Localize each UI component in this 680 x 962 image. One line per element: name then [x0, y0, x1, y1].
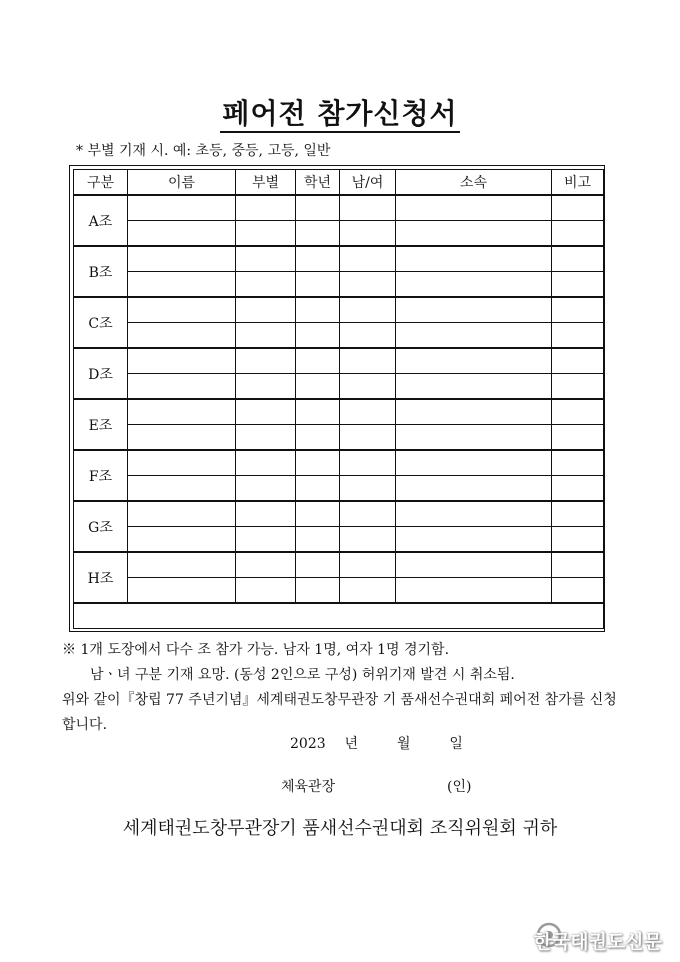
gender-cell[interactable] [340, 246, 396, 272]
table-row [74, 399, 604, 425]
division-cell[interactable] [236, 578, 296, 604]
division-cell[interactable] [236, 501, 296, 527]
affiliation-cell[interactable] [396, 272, 552, 298]
affiliation-cell[interactable] [396, 450, 552, 476]
header-remarks: 비고 [552, 170, 604, 196]
name-cell[interactable] [128, 221, 236, 247]
date-year-label: 년 [344, 736, 359, 752]
note-line-2: 남ㆍ녀 구분 기재 요망. (동성 2인으로 구성) 허위기재 발견 시 취소됨. [90, 667, 515, 683]
note-line-3: 위와 같이『창립 77 주년기념』세계태권도창무관장 기 품새선수권대회 페어전 참가를 신청합니다. [62, 692, 617, 733]
table-row [74, 297, 604, 323]
gender-cell[interactable] [340, 323, 396, 349]
affiliation-cell[interactable] [396, 425, 552, 451]
grade-cell[interactable] [296, 195, 340, 221]
affiliation-cell[interactable] [396, 476, 552, 502]
remarks-cell[interactable] [552, 450, 604, 476]
division-note: * 부별 기재 시. 예: 초등, 중등, 고등, 일반 [76, 143, 331, 159]
division-cell[interactable] [236, 246, 296, 272]
group-label-a: A조 [74, 195, 128, 246]
remarks-cell[interactable] [552, 221, 604, 247]
table-row [74, 348, 604, 374]
gender-cell[interactable] [340, 272, 396, 298]
division-cell[interactable] [236, 476, 296, 502]
remarks-cell[interactable] [552, 246, 604, 272]
application-table [73, 169, 604, 629]
group-label-d: D조 [74, 348, 128, 399]
name-cell[interactable] [128, 501, 236, 527]
division-cell[interactable] [236, 323, 296, 349]
grade-cell[interactable] [296, 272, 340, 298]
division-cell[interactable] [236, 297, 296, 323]
name-cell[interactable] [128, 195, 236, 221]
group-label-f: F조 [74, 450, 128, 501]
division-cell[interactable] [236, 399, 296, 425]
table-row [74, 221, 604, 247]
remarks-cell[interactable] [552, 527, 604, 553]
gender-cell[interactable] [340, 578, 396, 604]
grade-cell[interactable] [296, 221, 340, 247]
notes-block [62, 638, 622, 738]
name-cell[interactable] [128, 272, 236, 298]
remarks-cell[interactable] [552, 399, 604, 425]
name-cell[interactable] [128, 297, 236, 323]
table-row [74, 552, 604, 578]
division-cell[interactable] [236, 221, 296, 247]
affiliation-cell[interactable] [396, 348, 552, 374]
division-cell[interactable] [236, 425, 296, 451]
remarks-cell[interactable] [552, 476, 604, 502]
affiliation-cell[interactable] [396, 323, 552, 349]
affiliation-cell[interactable] [396, 578, 552, 604]
watermark-text: 한국태권도신문 [533, 931, 662, 953]
name-cell[interactable] [128, 374, 236, 400]
table-row [74, 374, 604, 400]
gender-cell[interactable] [340, 297, 396, 323]
gender-cell[interactable] [340, 399, 396, 425]
group-label-e: E조 [74, 399, 128, 450]
grade-cell[interactable] [296, 323, 340, 349]
division-cell[interactable] [236, 272, 296, 298]
grade-cell[interactable] [296, 476, 340, 502]
division-cell[interactable] [236, 450, 296, 476]
remarks-cell[interactable] [552, 578, 604, 604]
table-row [74, 246, 604, 272]
recipient-line: 세계태권도창무관장기 품새선수권대회 조직위원회 귀하 [122, 818, 558, 839]
header-name: 이름 [128, 170, 236, 196]
affiliation-cell[interactable] [396, 374, 552, 400]
gender-cell[interactable] [340, 501, 396, 527]
gender-cell[interactable] [340, 348, 396, 374]
remarks-cell[interactable] [552, 348, 604, 374]
table-header-row [74, 170, 604, 196]
note-line-1: ※ 1개 도장에서 다수 조 참가 가능. 남자 1명, 여자 1명 경기함. [62, 642, 450, 658]
date-day-label: 일 [449, 736, 463, 752]
remarks-cell[interactable] [552, 297, 604, 323]
header-grade: 학년 [296, 170, 340, 196]
gender-cell[interactable] [340, 374, 396, 400]
group-label-b: B조 [74, 246, 128, 297]
name-cell[interactable] [128, 348, 236, 374]
gender-cell[interactable] [340, 425, 396, 451]
remarks-cell[interactable] [552, 195, 604, 221]
grade-cell[interactable] [296, 501, 340, 527]
gender-cell[interactable] [340, 195, 396, 221]
name-cell[interactable] [128, 425, 236, 451]
name-cell[interactable] [128, 450, 236, 476]
name-cell[interactable] [128, 246, 236, 272]
table-row [74, 501, 604, 527]
affiliation-cell[interactable] [396, 221, 552, 247]
name-cell[interactable] [128, 399, 236, 425]
header-category: 구분 [74, 170, 128, 196]
division-cell[interactable] [236, 195, 296, 221]
affiliation-cell[interactable] [396, 501, 552, 527]
grade-cell[interactable] [296, 297, 340, 323]
affiliation-cell[interactable] [396, 297, 552, 323]
gender-cell[interactable] [340, 221, 396, 247]
gender-cell[interactable] [340, 450, 396, 476]
table-row [74, 323, 604, 349]
gender-cell[interactable] [340, 476, 396, 502]
grade-cell[interactable] [296, 246, 340, 272]
remarks-cell[interactable] [552, 374, 604, 400]
signature-label: 체육관장 [281, 779, 336, 795]
grade-cell[interactable] [296, 450, 340, 476]
remarks-cell[interactable] [552, 552, 604, 578]
affiliation-cell[interactable] [396, 195, 552, 221]
gender-cell[interactable] [340, 552, 396, 578]
remarks-cell[interactable] [552, 501, 604, 527]
header-affiliation: 소속 [396, 170, 552, 196]
remarks-cell[interactable] [552, 323, 604, 349]
date-month-label: 월 [396, 736, 411, 752]
table-row [74, 578, 604, 604]
header-gender: 남/여 [340, 170, 396, 196]
name-cell[interactable] [128, 552, 236, 578]
name-cell[interactable] [128, 323, 236, 349]
division-cell[interactable] [236, 374, 296, 400]
division-cell[interactable] [236, 348, 296, 374]
table-row [74, 476, 604, 502]
table-row [74, 272, 604, 298]
division-cell[interactable] [236, 527, 296, 553]
affiliation-cell[interactable] [396, 552, 552, 578]
group-label-h: H조 [74, 552, 128, 603]
group-label-g: G조 [74, 501, 128, 552]
grade-cell[interactable] [296, 425, 340, 451]
name-cell[interactable] [128, 578, 236, 604]
table-blank-row [74, 603, 604, 629]
remarks-cell[interactable] [552, 425, 604, 451]
affiliation-cell[interactable] [396, 527, 552, 553]
table-row [74, 450, 604, 476]
table-row [74, 425, 604, 451]
grade-cell[interactable] [296, 348, 340, 374]
grade-cell[interactable] [296, 552, 340, 578]
name-cell[interactable] [128, 476, 236, 502]
affiliation-cell[interactable] [396, 399, 552, 425]
form-title: 페어전 참가신청서 [0, 92, 680, 132]
table-row [74, 195, 604, 221]
affiliation-cell[interactable] [396, 246, 552, 272]
grade-cell[interactable] [296, 399, 340, 425]
name-cell[interactable] [128, 527, 236, 553]
blank-cell[interactable] [74, 603, 604, 629]
division-cell[interactable] [236, 552, 296, 578]
group-label-c: C조 [74, 297, 128, 348]
date-year: 2023 [290, 736, 326, 752]
seal-mark: (인) [447, 779, 472, 795]
table-row [74, 527, 604, 553]
grade-cell[interactable] [296, 374, 340, 400]
remarks-cell[interactable] [552, 272, 604, 298]
header-division: 부별 [236, 170, 296, 196]
grade-cell[interactable] [296, 527, 340, 553]
gender-cell[interactable] [340, 527, 396, 553]
grade-cell[interactable] [296, 578, 340, 604]
date-line [290, 733, 463, 753]
